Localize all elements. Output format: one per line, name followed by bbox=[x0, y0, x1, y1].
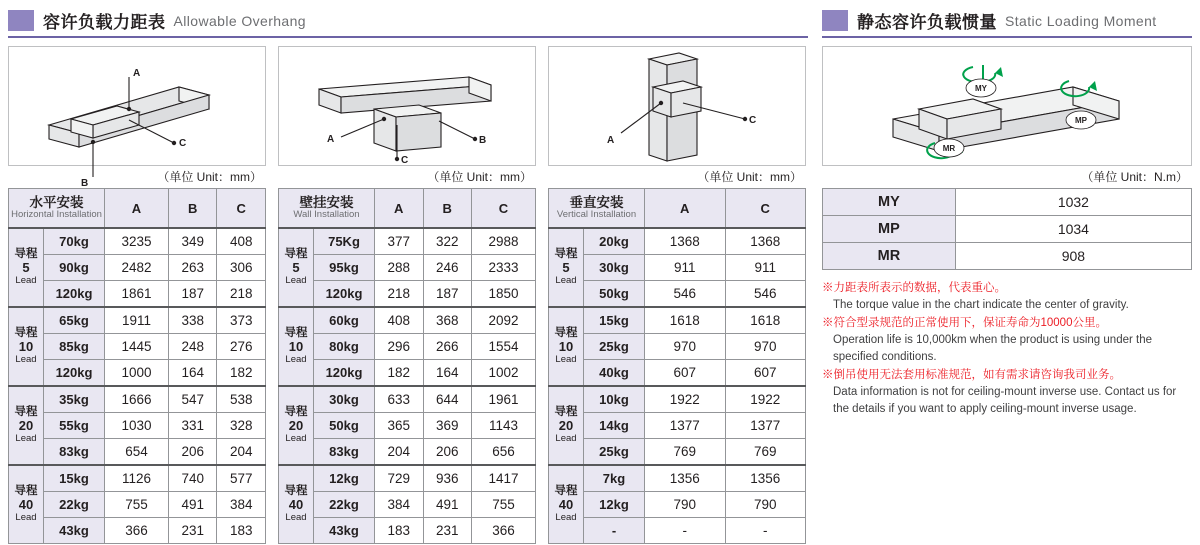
value-cell: 1922 bbox=[725, 386, 806, 413]
table-row bbox=[279, 413, 536, 439]
header-en: Wall Installation bbox=[293, 209, 360, 221]
value-cell: 331 bbox=[168, 413, 217, 439]
lead-num: 5 bbox=[562, 260, 570, 276]
section-title-en: Allowable Overhang bbox=[173, 12, 306, 29]
lead-en: Lead bbox=[555, 353, 577, 365]
table-row bbox=[279, 465, 536, 492]
note-item bbox=[822, 280, 1192, 313]
table-row bbox=[549, 518, 806, 544]
section-header-moment bbox=[822, 8, 1192, 38]
lead-en: Lead bbox=[15, 353, 37, 365]
table-row bbox=[9, 465, 266, 492]
value-cell: 206 bbox=[168, 439, 217, 466]
section-accent-bar bbox=[822, 10, 848, 31]
section-header-overhang bbox=[8, 8, 808, 38]
col-head-b: B bbox=[168, 189, 217, 229]
unit-label-horizontal: （单位 Unit：mm） bbox=[157, 170, 262, 184]
value-cell: 384 bbox=[217, 492, 266, 518]
table-row bbox=[549, 228, 806, 255]
value-cell: 246 bbox=[423, 255, 472, 281]
overhang-column-horizontal bbox=[8, 46, 266, 544]
value-cell: 654 bbox=[105, 439, 169, 466]
value-cell: 1861 bbox=[105, 281, 169, 308]
header-cn: 水平安装 bbox=[29, 194, 84, 210]
table-row bbox=[549, 255, 806, 281]
table-row bbox=[279, 492, 536, 518]
lead-num: 10 bbox=[558, 339, 574, 355]
value-cell: 1356 bbox=[725, 465, 806, 492]
figure-label-b: B bbox=[479, 135, 487, 146]
value-cell: 491 bbox=[168, 492, 217, 518]
lead-en: Lead bbox=[15, 274, 37, 286]
figure-static-loading-moment bbox=[822, 46, 1192, 166]
unit-label-moment: （单位 Unit：N.m） bbox=[1081, 170, 1188, 184]
load-cell: 25kg bbox=[584, 439, 645, 466]
table-row bbox=[549, 413, 806, 439]
table-wall-installation bbox=[278, 188, 536, 544]
table-row bbox=[9, 228, 266, 255]
value-cell: 384 bbox=[375, 492, 424, 518]
my-badge-label: MY bbox=[975, 84, 987, 93]
value-cell: 1618 bbox=[645, 307, 726, 334]
moment-value: 1034 bbox=[955, 216, 1191, 243]
lead-cn: 导程 bbox=[554, 327, 578, 340]
lead-cn: 导程 bbox=[284, 248, 308, 261]
table-row bbox=[279, 307, 536, 334]
value-cell: 2988 bbox=[472, 228, 536, 255]
load-cell: 10kg bbox=[584, 386, 645, 413]
value-cell: 368 bbox=[423, 307, 472, 334]
unit-label-wall: （单位 Unit：mm） bbox=[427, 170, 532, 184]
value-cell: 1911 bbox=[105, 307, 169, 334]
col-head-b: B bbox=[423, 189, 472, 229]
table-row bbox=[9, 281, 266, 308]
table-row bbox=[279, 518, 536, 544]
unit-label-vertical: （单位 Unit：mm） bbox=[697, 170, 802, 184]
value-cell: 607 bbox=[645, 360, 726, 387]
lead-cell bbox=[279, 307, 314, 386]
section-accent-bar bbox=[8, 10, 34, 31]
load-cell: 22kg bbox=[314, 492, 375, 518]
table-row bbox=[279, 228, 536, 255]
value-cell: 1850 bbox=[472, 281, 536, 308]
lead-num: 40 bbox=[288, 497, 304, 513]
note-en: Data information is not for ceiling-mount inverse use. Contact us for the details if you want to apply ceiling-mount inverse usage. bbox=[833, 386, 1177, 415]
load-cell: 15kg bbox=[584, 307, 645, 334]
load-cell: - bbox=[584, 518, 645, 544]
table-row bbox=[279, 360, 536, 387]
value-cell: 288 bbox=[375, 255, 424, 281]
value-cell: 187 bbox=[168, 281, 217, 308]
value-cell: 1143 bbox=[472, 413, 536, 439]
value-cell: 206 bbox=[423, 439, 472, 466]
col-head-c: C bbox=[472, 189, 536, 229]
load-cell: 40kg bbox=[584, 360, 645, 387]
figure-label-b: B bbox=[81, 178, 89, 189]
value-cell: 3235 bbox=[105, 228, 169, 255]
value-cell: 369 bbox=[423, 413, 472, 439]
note-cn: ※力距表所表示的数据，代表重心。 bbox=[822, 282, 1006, 294]
value-cell: 1030 bbox=[105, 413, 169, 439]
value-cell: 1377 bbox=[725, 413, 806, 439]
table-header-label bbox=[9, 189, 105, 229]
value-cell: 2333 bbox=[472, 255, 536, 281]
overhang-column-wall bbox=[278, 46, 536, 544]
note-cn: ※符合型录规范的正常使用下，保证寿命为10000公里。 bbox=[822, 317, 1107, 330]
value-cell: 577 bbox=[217, 465, 266, 492]
value-cell: 1368 bbox=[645, 228, 726, 255]
table-row bbox=[549, 360, 806, 387]
value-cell: 296 bbox=[375, 334, 424, 360]
value-cell: 187 bbox=[423, 281, 472, 308]
table-horizontal-installation bbox=[8, 188, 266, 544]
lead-cn: 导程 bbox=[14, 406, 38, 419]
value-cell: 1377 bbox=[645, 413, 726, 439]
table-static-loading-moment bbox=[822, 188, 1192, 270]
value-cell: 322 bbox=[423, 228, 472, 255]
value-cell: 408 bbox=[375, 307, 424, 334]
table-row bbox=[279, 386, 536, 413]
lead-cell bbox=[9, 307, 44, 386]
lead-cell bbox=[549, 386, 584, 465]
moment-value: 908 bbox=[955, 243, 1191, 270]
load-cell: 120kg bbox=[314, 360, 375, 387]
load-cell: 12kg bbox=[584, 492, 645, 518]
table-row bbox=[549, 439, 806, 466]
load-cell: 43kg bbox=[44, 518, 105, 544]
value-cell: 218 bbox=[375, 281, 424, 308]
table-row bbox=[549, 281, 806, 308]
lead-en: Lead bbox=[15, 432, 37, 444]
lead-en: Lead bbox=[15, 511, 37, 523]
lead-cell bbox=[9, 228, 44, 307]
load-cell: 120kg bbox=[44, 281, 105, 308]
load-cell: 120kg bbox=[314, 281, 375, 308]
value-cell: 911 bbox=[725, 255, 806, 281]
table-row bbox=[549, 334, 806, 360]
lead-cell bbox=[549, 228, 584, 307]
col-head-c: C bbox=[217, 189, 266, 229]
value-cell: 204 bbox=[217, 439, 266, 466]
lead-cn: 导程 bbox=[284, 485, 308, 498]
static-loading-moment-section bbox=[822, 8, 1192, 419]
allowable-overhang-section bbox=[8, 8, 808, 544]
value-cell: 366 bbox=[472, 518, 536, 544]
value-cell: 276 bbox=[217, 334, 266, 360]
value-cell: 349 bbox=[168, 228, 217, 255]
note-item bbox=[822, 315, 1192, 365]
value-cell: 1126 bbox=[105, 465, 169, 492]
lead-num: 20 bbox=[18, 418, 34, 434]
lead-cell bbox=[279, 465, 314, 544]
value-cell: 740 bbox=[168, 465, 217, 492]
value-cell: 2482 bbox=[105, 255, 169, 281]
value-cell: 755 bbox=[105, 492, 169, 518]
col-head-a: A bbox=[645, 189, 726, 229]
value-cell: 183 bbox=[375, 518, 424, 544]
value-cell: 338 bbox=[168, 307, 217, 334]
value-cell: 607 bbox=[725, 360, 806, 387]
value-cell: 911 bbox=[645, 255, 726, 281]
value-cell: 266 bbox=[423, 334, 472, 360]
figure-label-c: C bbox=[179, 138, 187, 149]
note-item bbox=[822, 367, 1192, 417]
value-cell: 373 bbox=[217, 307, 266, 334]
load-cell: 75Kg bbox=[314, 228, 375, 255]
value-cell: 755 bbox=[472, 492, 536, 518]
value-cell: 1417 bbox=[472, 465, 536, 492]
value-cell: 547 bbox=[168, 386, 217, 413]
value-cell: 970 bbox=[725, 334, 806, 360]
lead-num: 20 bbox=[558, 418, 574, 434]
value-cell: 936 bbox=[423, 465, 472, 492]
value-cell: 328 bbox=[217, 413, 266, 439]
table-header-row bbox=[279, 189, 536, 229]
table-header-row bbox=[549, 189, 806, 229]
lead-cell bbox=[279, 228, 314, 307]
load-cell: 50kg bbox=[584, 281, 645, 308]
table-row bbox=[9, 386, 266, 413]
load-cell: 55kg bbox=[44, 413, 105, 439]
load-cell: 83kg bbox=[44, 439, 105, 466]
lead-num: 20 bbox=[288, 418, 304, 434]
notes-block bbox=[822, 280, 1192, 417]
value-cell: - bbox=[645, 518, 726, 544]
lead-cn: 导程 bbox=[554, 485, 578, 498]
value-cell: 546 bbox=[645, 281, 726, 308]
figure-label-c: C bbox=[401, 155, 409, 166]
value-cell: 164 bbox=[168, 360, 217, 387]
value-cell: 248 bbox=[168, 334, 217, 360]
value-cell: 1368 bbox=[725, 228, 806, 255]
value-cell: 182 bbox=[375, 360, 424, 387]
note-cn: ※倒吊使用无法套用标准规范，如有需求请咨询我司业务。 bbox=[822, 369, 1121, 382]
value-cell: 1618 bbox=[725, 307, 806, 334]
lead-cn: 导程 bbox=[284, 327, 308, 340]
table-row bbox=[823, 189, 1192, 216]
value-cell: 408 bbox=[217, 228, 266, 255]
load-cell: 30kg bbox=[584, 255, 645, 281]
header-en: Vertical Installation bbox=[556, 209, 637, 221]
value-cell: 218 bbox=[217, 281, 266, 308]
moment-key: MP bbox=[823, 216, 956, 243]
value-cell: 1554 bbox=[472, 334, 536, 360]
lead-en: Lead bbox=[555, 511, 577, 523]
value-cell: 633 bbox=[375, 386, 424, 413]
figure-label-a: A bbox=[607, 135, 615, 146]
note-en: Operation life is 10,000km when the product is using under the specified conditions. bbox=[833, 334, 1152, 363]
table-row bbox=[279, 281, 536, 308]
value-cell: 164 bbox=[423, 360, 472, 387]
load-cell: 20kg bbox=[584, 228, 645, 255]
load-cell: 35kg bbox=[44, 386, 105, 413]
value-cell: 183 bbox=[217, 518, 266, 544]
value-cell: - bbox=[725, 518, 806, 544]
table-header-row bbox=[9, 189, 266, 229]
value-cell: 1356 bbox=[645, 465, 726, 492]
lead-en: Lead bbox=[285, 511, 307, 523]
lead-cn: 导程 bbox=[14, 248, 38, 261]
lead-cell bbox=[549, 465, 584, 544]
table-header-label bbox=[549, 189, 645, 229]
table-row bbox=[279, 255, 536, 281]
load-cell: 30kg bbox=[314, 386, 375, 413]
table-row bbox=[549, 492, 806, 518]
value-cell: 377 bbox=[375, 228, 424, 255]
value-cell: 769 bbox=[725, 439, 806, 466]
lead-num: 5 bbox=[22, 260, 30, 276]
value-cell: 306 bbox=[217, 255, 266, 281]
value-cell: 1961 bbox=[472, 386, 536, 413]
load-cell: 14kg bbox=[584, 413, 645, 439]
load-cell: 80kg bbox=[314, 334, 375, 360]
table-row bbox=[549, 307, 806, 334]
value-cell: 231 bbox=[168, 518, 217, 544]
lead-cn: 导程 bbox=[554, 248, 578, 261]
header-cn: 垂直安装 bbox=[569, 194, 624, 210]
section-title-cn: 静态容许负载惯量 bbox=[857, 13, 997, 32]
moment-key: MY bbox=[823, 189, 956, 216]
moment-key: MR bbox=[823, 243, 956, 270]
table-vertical-installation bbox=[548, 188, 806, 544]
table-row bbox=[9, 334, 266, 360]
header-en: Horizontal Installation bbox=[11, 209, 102, 221]
load-cell: 95kg bbox=[314, 255, 375, 281]
figure-wall-installation bbox=[278, 46, 536, 166]
load-cell: 43kg bbox=[314, 518, 375, 544]
lead-cn: 导程 bbox=[554, 406, 578, 419]
value-cell: 491 bbox=[423, 492, 472, 518]
table-row bbox=[549, 465, 806, 492]
value-cell: 644 bbox=[423, 386, 472, 413]
load-cell: 7kg bbox=[584, 465, 645, 492]
lead-en: Lead bbox=[285, 274, 307, 286]
value-cell: 790 bbox=[645, 492, 726, 518]
table-row bbox=[9, 360, 266, 387]
overhang-column-vertical bbox=[548, 46, 806, 544]
wall-actuator-diagram bbox=[279, 47, 535, 166]
load-cell: 15kg bbox=[44, 465, 105, 492]
load-cell: 90kg bbox=[44, 255, 105, 281]
figure-label-a: A bbox=[327, 134, 335, 145]
value-cell: 2092 bbox=[472, 307, 536, 334]
lead-num: 40 bbox=[18, 497, 34, 513]
table-row bbox=[9, 439, 266, 466]
table-row bbox=[9, 413, 266, 439]
value-cell: 366 bbox=[105, 518, 169, 544]
load-cell: 83kg bbox=[314, 439, 375, 466]
lead-cn: 导程 bbox=[14, 485, 38, 498]
value-cell: 1445 bbox=[105, 334, 169, 360]
figure-label-c: C bbox=[749, 115, 757, 126]
load-cell: 85kg bbox=[44, 334, 105, 360]
overhang-columns bbox=[8, 46, 808, 544]
table-row bbox=[9, 492, 266, 518]
figure-label-a: A bbox=[133, 68, 141, 79]
value-cell: 1922 bbox=[645, 386, 726, 413]
value-cell: 1000 bbox=[105, 360, 169, 387]
load-cell: 60kg bbox=[314, 307, 375, 334]
lead-cn: 导程 bbox=[14, 327, 38, 340]
lead-en: Lead bbox=[555, 432, 577, 444]
table-row bbox=[823, 243, 1192, 270]
value-cell: 546 bbox=[725, 281, 806, 308]
load-cell: 70kg bbox=[44, 228, 105, 255]
col-head-a: A bbox=[375, 189, 424, 229]
lead-num: 10 bbox=[18, 339, 34, 355]
value-cell: 1666 bbox=[105, 386, 169, 413]
lead-en: Lead bbox=[285, 432, 307, 444]
lead-cell bbox=[9, 465, 44, 544]
value-cell: 538 bbox=[217, 386, 266, 413]
figure-vertical-installation bbox=[548, 46, 806, 166]
value-cell: 365 bbox=[375, 413, 424, 439]
value-cell: 769 bbox=[645, 439, 726, 466]
lead-cn: 导程 bbox=[284, 406, 308, 419]
vertical-actuator-diagram bbox=[549, 47, 805, 163]
value-cell: 182 bbox=[217, 360, 266, 387]
table-header-label bbox=[279, 189, 375, 229]
value-cell: 729 bbox=[375, 465, 424, 492]
moment-axes-diagram bbox=[823, 47, 1191, 163]
lead-en: Lead bbox=[285, 353, 307, 365]
table-row bbox=[279, 439, 536, 466]
table-row bbox=[9, 518, 266, 544]
load-cell: 50kg bbox=[314, 413, 375, 439]
table-row bbox=[9, 255, 266, 281]
note-en: The torque value in the chart indicate the center of gravity. bbox=[833, 298, 1129, 311]
lead-cell bbox=[279, 386, 314, 465]
lead-num: 10 bbox=[288, 339, 304, 355]
header-cn: 壁挂安装 bbox=[299, 194, 354, 210]
load-cell: 120kg bbox=[44, 360, 105, 387]
lead-en: Lead bbox=[555, 274, 577, 286]
value-cell: 790 bbox=[725, 492, 806, 518]
value-cell: 1002 bbox=[472, 360, 536, 387]
lead-cell bbox=[9, 386, 44, 465]
section-title-en: Static Loading Moment bbox=[1005, 12, 1157, 29]
value-cell: 656 bbox=[472, 439, 536, 466]
lead-num: 5 bbox=[292, 260, 300, 276]
mr-badge-label: MR bbox=[942, 144, 956, 153]
col-head-a: A bbox=[105, 189, 169, 229]
lead-cell bbox=[549, 307, 584, 386]
value-cell: 970 bbox=[645, 334, 726, 360]
load-cell: 22kg bbox=[44, 492, 105, 518]
section-title-cn: 容许负载力距表 bbox=[43, 13, 166, 32]
load-cell: 12kg bbox=[314, 465, 375, 492]
table-row bbox=[549, 386, 806, 413]
value-cell: 204 bbox=[375, 439, 424, 466]
moment-value: 1032 bbox=[955, 189, 1191, 216]
mp-badge-label: MP bbox=[1075, 116, 1087, 125]
table-row bbox=[279, 334, 536, 360]
lead-num: 40 bbox=[558, 497, 574, 513]
table-row bbox=[823, 216, 1192, 243]
col-head-c: C bbox=[725, 189, 806, 229]
load-cell: 65kg bbox=[44, 307, 105, 334]
load-cell: 25kg bbox=[584, 334, 645, 360]
value-cell: 231 bbox=[423, 518, 472, 544]
value-cell: 263 bbox=[168, 255, 217, 281]
table-row bbox=[9, 307, 266, 334]
